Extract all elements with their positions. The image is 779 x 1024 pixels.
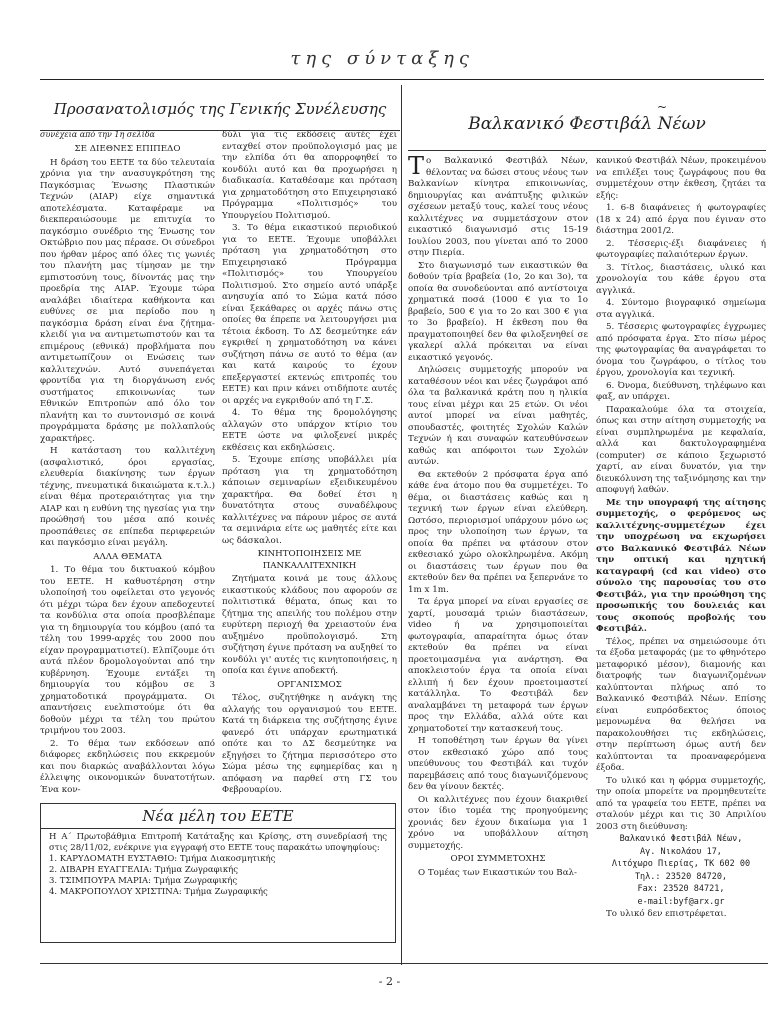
- paragraph: 2. Το θέμα των εκδόσεων από διάφορες εκδηλώσεις που εκκρεμούν και που διαρκώς αναβάλλονται λόγω έλλειψης οικονομικών δυνατοτήτων. Ένα κον-: [40, 738, 215, 795]
- paragraph: Παρακαλούμε όλα τα στοιχεία, όπως και στην αίτηση συμμετοχής να είναι συμπληρωμένα με κεφαλαία, αλλά και δακτυλογραφημένα (computer) σε κάποιο ξεχωριστό χαρτί, αν είναι δυνατόν, για την διευκόλυνση της ταξινόμησης και την αποφυγή λαθών.: [596, 404, 766, 495]
- member-item: 1. ΚΑΡΥΔΟΜΑΤΗ ΕΥΣΤΑΘΙΟ: Τμήμα Διακοσμητικής: [49, 854, 276, 864]
- paragraph: Το Βαλκανικό Φεστιβάλ Νέων, θέλοντας να δώσει στους νέους των Βαλκανίων κίνητρα επικοινωνίας, δημιουργίας και ανάπτυξης φιλικών σχέσεων μεταξύ τους, καλεί τους νέους καλλιτέχνες να συμμετάσχουν στον εικαστικό διαγωνισμό στις 15-19 Ιουλίου 2003, που γίνεται από το 2000 στην Πιερία.: [408, 152, 588, 258]
- box-intro: Η Α΄ Πρωτοβάθμια Επιτροπή Κατάταξης και Κρίσης, στη συνεδρίασή της στις 28/11/02, ενέκρινε για εγγραφή στο ΕΕΤΕ τους παρακάτω υποψηφίους:: [49, 832, 387, 853]
- address-line: Fax: 23520 84721,: [637, 884, 725, 894]
- paragraph: Η τοποθέτηση των έργων θα γίνει στον εκθεσιακό χώρο από τους υπεύθυνους του Φεστιβάλ και τυχόν παρεμβάσεις από τους διαγωνιζόμενους δεν θα γίνουν δεκτές.: [408, 736, 588, 792]
- paragraph: Θα εκτεθούν 2 πρόσφατα έργα από κάθε ένα άτομο που θα συμμετέχει. Το θέμα, οι διαστάσεις καθώς και η τεχνική των έργων είναι ελεύθερη. Ωστόσο, περιορισμοί υπάρχουν μόνο ως προς την υλοποίηση των έργων, τα οποία θα πρέπει να φτάσουν στον εκθεσιακό χώρο ολοκληρωμένα. Ακόμη οι διαστάσεις των έργων που θα εκτεθούν δεν θα πρέπει να ξεπερνάνε το 1m x 1m.: [408, 469, 588, 595]
- paragraph: δύλι για τις εκδόσεις αυτές έχει ενταχθεί στον προϋπολογισμό μας με την ελπίδα ότι θα απορροφηθεί το κονδύλι αυτό και θα προχωρήσει η διαδικασία. Καταθέσαμε και πρόταση για χρηματοδότηση στο Επιχειρησιακό Πρόγραμμα «Πολιτισμός» του Υπουργείου Πολιτισμού.: [222, 130, 397, 221]
- ornament-icon: ~: [656, 100, 668, 114]
- subheading: ΚΙΝΗΤΟΠΟΙΗΣΕΙΣ ΜΕ ΠΑΝΚΑΛΛΙΤΕΧΝΙΚΗ: [257, 549, 362, 571]
- paragraph: Η κατάσταση του καλλιτέχνη (ασφαλιστικό, όροι εργασίας, ελευθερία διακίνησης των έργων τέχνης, πνευματικά δικαιώματα κ.τ.λ.) είναι θέμα προτεραιότητας για την ΑΙΑΡ και η ευθύνη της ηγεσίας για την προώθησή του μέσα από κοινές προσπάθειες σε επίπεδα περιφερειών και παγκόσμιο είναι μεγάλη.: [40, 446, 215, 548]
- closing-note: Το υλικό δεν επιστρέφεται.: [606, 909, 727, 919]
- member-item: 3. ΤΣΙΜΠΟΥΡΑ ΜΑΡΙΑ: Τμήμα Ζωγραφικής: [49, 876, 238, 886]
- address-line: Τηλ.: 23520 84720,: [634, 871, 728, 882]
- member-item: 4. ΜΑΚΡΟΠΟΥΛΟΥ ΧΡΙΣΤΙΝΑ: Τμήμα Ζωγραφικής: [49, 887, 268, 897]
- left-article-column-1: [40, 142, 215, 797]
- subheading: ΣΕ ΔΙΕΘΝΕΣ ΕΠΙΠΕΔΟ: [74, 144, 181, 154]
- column-divider: [401, 85, 402, 965]
- paragraph: 3. Τίτλος, διαστάσεις, υλικό και χρονολογία του κάθε έργου στα αγγλικά.: [596, 262, 766, 296]
- paragraph: 1. 6-8 διαφάνειες ή φωτογραφίες (18 x 24) από έργα που έγιναν στο διάστημα 2001/2.: [596, 203, 766, 236]
- drop-cap: Τ: [408, 152, 425, 180]
- left-article-column-2: [222, 130, 397, 798]
- paragraph: 5. Έχουμε επίσης υποβάλλει μία πρόταση για τη χρηματοδότηση κάποιων σεμιναρίων εξειδικευμένου χαρακτήρα. Θα δοθεί έτσι η δυνατότητα στους συναδέλφους καλλιτέχνες να πάρουν μέρος σε αυτά τα σεμινάρια είτε ως μαθητές είτε και ως δάσκαλοι.: [222, 455, 397, 546]
- paragraph: 2. Τέσσερις-έξι διαφάνειες ή φωτογραφίες παλαιότερων έργων.: [596, 238, 766, 260]
- paragraph: Δηλώσεις συμμετοχής μπορούν να καταθέσουν νέοι και νέες ζωγράφοι από όλα τα βαλκανικά κράτη που η ηλικία τους είναι μέχρι και 25 ετών. Οι νέοι αυτοί μπορεί να είναι μαθητές, σπουδαστές, φοιτητές Σχολών Καλών Τεχνών ή και συναφών κατευθύνσεων καθώς και απόφοιτοι των Σχολών αυτών.: [408, 365, 588, 467]
- address-line: e-mail:byf@arx.gr: [637, 896, 725, 907]
- paragraph: κανικού Φεστιβάλ Νέων, προκειμένου να επιλέξει τους ζωγράφους που θα συμμετέχουν στην έκθεση, ζητάει τα εξής:: [596, 156, 766, 201]
- bold-paragraph: Με την υπογραφή της αίτησης συμμετοχής, ο φερόμενος ως καλλιτέχνης-συμμετέχων έχει την υποχρέωση να εκχωρήσει στο Βαλκανικό Φεστιβάλ Νέων την οπτική και ηχητική καταγραφή (cd και video) στο σύνολο της παρουσίας του στο Φεστιβάλ, για την προώθηση της προσωπικής του δουλειάς και τους σκοπούς προβολής του Φεστιβάλ.: [596, 497, 766, 634]
- page-header: [40, 48, 764, 80]
- left-article-title: Προσανατολισμός της Γενικής Συνέλευσης: [40, 100, 400, 131]
- paragraph: Ζητήματα κοινά με τους άλλους εικαστικούς κλάδους που αφορούν σε πολιτιστικά θέματα, όπως και το ζήτημα της απειλής του πολέμου στην ευρύτερη περιοχή θα χρειαστούν ένα αυξημένο προϋπολογισμό. Στη συζήτηση έγινε πρόταση να αυξηθεί το κονδύλι γι' αυτές τις κινητοποιήσεις, η οποία και έγινε αποδεκτή.: [222, 574, 397, 676]
- paragraph: Στο διαγωνισμό των εικαστικών θα δοθούν τρία βραβεία (1ο, 2ο και 3ο), τα οποία θα συνοδεύονται από αντίστοιχα χρηματικά ποσά (1000 € για το 1ο βραβείο, 500 € για το 2ο και 300 € για το 3ο βραβείο). Η έκθεση που θα πραγματοποιηθεί δεν θα φιλοξενηθεί σε γκαλερί αλλά πρόκειται να είναι εικαστικό γεγονός.: [408, 260, 588, 363]
- box-body: [41, 829, 395, 901]
- box-title: Νέα μέλη του ΕΕΤΕ: [41, 804, 395, 829]
- paragraph: 5. Τέσσερις φωτογραφίες έγχρωμες από πρόσφατα έργα. Στο πίσω μέρος της φωτογραφίας θα αναγράφεται το όνομα του ζωγράφου, ο τίτλος του έργου, χρονολογία και τεχνική.: [596, 322, 766, 378]
- right-article-title: Βαλκανικό Φεστιβάλ Νέων: [468, 114, 706, 134]
- paragraph: Τέλος, πρέπει να σημειώσουμε ότι τα έξοδα μεταφοράς (με το φθηνότερο μεταφορικό μέσον), διαμονής και διατροφής των διαγωνιζομένων καλύπτονται πλήρως από το Βαλκανικό Φεστιβάλ Νέων. Επίσης είναι ευπρόσδεκτος όποιος μεμονωμένα θα θελήσει να παρακολουθήσει τις εκδηλώσεις, στην περίπτωση όμως αυτή δεν καλύπτονται τα προαναφερόμενα έξοδα.: [596, 636, 766, 773]
- paragraph: 4. Το θέμα της δρομολόγησης αλλαγών στο υπάρχον κτίριο του ΕΕΤΕ ώστε να φιλοξενεί μικρές εκθέσεις και εκδηλώσεις.: [222, 408, 397, 453]
- footer-rule: [40, 963, 768, 964]
- paragraph: Ο Τομέας των Εικαστικών του Βαλ-: [418, 867, 577, 878]
- address-line: Αγ. Νικολάου 17,: [640, 846, 722, 857]
- paragraph: Το υλικό και η φόρμα συμμετοχής, την οποία μπορείτε να προμηθευτείτε από τα γραφεία του ΕΕΤΕ, πρέπει να σταλούν μέχρι και τις 30 Απριλίου 2003 στη διεύθυνση:: [596, 775, 766, 832]
- paragraph: 6. Όνομα, διεύθυνση, τηλέφωνο και φαξ, αν υπάρχει.: [596, 380, 766, 402]
- paragraph: Τέλος, συζητήθηκε η ανάγκη της αλλαγής του οργανισμού του ΕΕΤΕ. Κατά τη διάρκεια της συζήτησης έγινε φανερό ότι υπάρχαν ερωτηματικά οπότε και το ΔΣ δεσμεύτηκε να εξηγήσει το ζήτημα περισσότερο στο Σώμα μέσω της εφημερίδας και η απόφαση να παρθεί στη ΓΣ του Φεβρουαρίου.: [222, 693, 397, 795]
- subheading: ΟΡΟΙ ΣΥΜΜΕΤΟΧΗΣ: [450, 854, 546, 864]
- right-article-column-2: [596, 156, 766, 922]
- address-line: Λιτόχωρο Πιερίας, ΤΚ 602 00: [611, 859, 751, 869]
- paragraph: Η δράση του ΕΕΤΕ τα δύο τελευταία χρόνια για την ανασυγκρότηση της Παγκόσμιας Ένωσης Πλαστικών Τεχνών (ΑΙΑΡ) είχε σημαντικά αποτελέσματα. Καταφέραμε να διεκπεραιώσουμε με επιτυχία το παγκόσμιο συνέδριο της Ένωσης τον Οκτώβριο που μας πέρασε. Οι σύνεδροι που ήρθαν μέρος από όλες τις γωνιές του πλανήτη μας τίμησαν με την εμπιστοσύνη τους, δίνοντάς μας την προεδρία της ΑΙΑΡ. Έχουμε τώρα αναλάβει ιδιαίτερα καθήκοντα και ευθύνες σε μια περίοδο που η παγκόσμια δράση είναι ένα ζήτημα-κλειδί για να αντιμετωπιστούν και τα επιμέρους (εθνικά) προβλήματα που αντιμετωπίζουν οι Ενώσεις των καλλιτεχνών. Αυτό συνεπάγεται φροντίδα για τη διοργάνωση ενός συστήματος επικοινωνίας των Εθνικών Επιτροπών από όλο τον πλανήτη και το συντονισμό σε κοινά προγράμματα δράσης με πολλαπλούς χαρακτήρες.: [40, 157, 215, 444]
- address-line: Βαλκανικό Φεστιβάλ Νέων,: [619, 834, 743, 844]
- subheading: ΟΡΓΑΝΙΣΜΟΣ: [277, 679, 342, 690]
- paragraph: Τα έργα μπορεί να είναι εργασίες σε χαρτί, μουσαμά τριών διαστάσεων, video ή να χρησιμοποιείται φωτογραφία, απαραίτητα όμως όταν εκτεθούν θα πρέπει να είναι προετοιμασμένα για ανάρτηση. Θα αποκλειστούν έργα τα οποία είναι ελλιπή ή δεν έχουν προετοιμαστεί κατάλληλα. Το Φεστιβάλ δεν αναλαμβάνει τη μεταφορά των έργων προς την Ελλάδα, αλλά ούτε και χρηματοδοτεί την κατασκευή τους.: [408, 597, 588, 734]
- right-article-title-block: [408, 100, 766, 151]
- paragraph: 3. Το θέμα εικαστικού περιοδικού για το ΕΕΤΕ. Έχουμε υποβάλλει πρόταση για χρηματοδότηση στο Επιχειρησιακό Πρόγραμμα «Πολιτισμός» του Υπουργείου Πολιτισμού. Στο σημείο αυτό υπάρξε ανησυχία από το Σώμα κατά πόσο είναι ξεκάθαρες οι αρχές πάνω στις οποίες θα έπρεπε να λειτουργήσει μια τέτοια έκδοση. Το ΔΣ δεσμεύτηκε εάν εγκριθεί η χρηματοδότηση να κάνει συζήτηση πάνω σε αυτό το θέμα (αν και κατά καιρούς το έχουν επεξεργαστεί εκτενώς επιτροπές του ΕΕΤΕ) και πριν κάνει οτιδήποτε αυτές οι αρχές να εγκριθούν από τη Γ.Σ.: [222, 223, 397, 406]
- subheading: ΑΛΛΑ ΘΕΜΑΤΑ: [93, 551, 162, 562]
- right-article-column-1: [408, 152, 588, 880]
- page-number: - 2 -: [378, 975, 401, 988]
- continued-note: συνέχεια από την 1η σελίδα: [40, 130, 155, 139]
- paragraph: 1. Το θέμα του δικτυακού κόμβου του ΕΕΤΕ. Η καθυστέρηση στην υλοποίησή του οφείλεται στο γεγονός ότι μέχρι τώρα δεν έχουν απεδοχευτεί τα κονδύλια στα οποία προσβλέπαμε για τη δημιουργία του κόμβου (από τα τέλη του 1999-αρχές του 2000 που είχαν προγραμματιστεί). Ελπίζουμε ότι αυτά πλέον δρομολογούνται από την κυβέρνηση. Έχουμε εντάξει τη δημιουργία του κόμβου σε 3 χρηματοδοτικά προγράμματα. Οι απαντήσεις ευελπιστούμε ότι θα δοθούν μέχρι τα τέλη του πρώτου τριμήνου του 2003.: [40, 565, 215, 736]
- member-item: 2. ΔΙΒΑΡΗ ΕΥΑΓΓΕΛΙΑ: Τμήμα Ζωγραφικής: [49, 865, 239, 875]
- paragraph: Οι καλλιτέχνες που έχουν διακριθεί στον ίδιο τομέα της προηγούμενης χρονιάς δεν έχουν δικαίωμα για 1 χρόνο να υποβάλλουν αίτηση συμμετοχής.: [408, 794, 588, 851]
- section-title: της σύνταξης: [290, 48, 474, 69]
- paragraph: 4. Σύντομο βιογραφικό σημείωμα στα αγγλικά.: [596, 298, 766, 320]
- new-members-box: [40, 803, 396, 943]
